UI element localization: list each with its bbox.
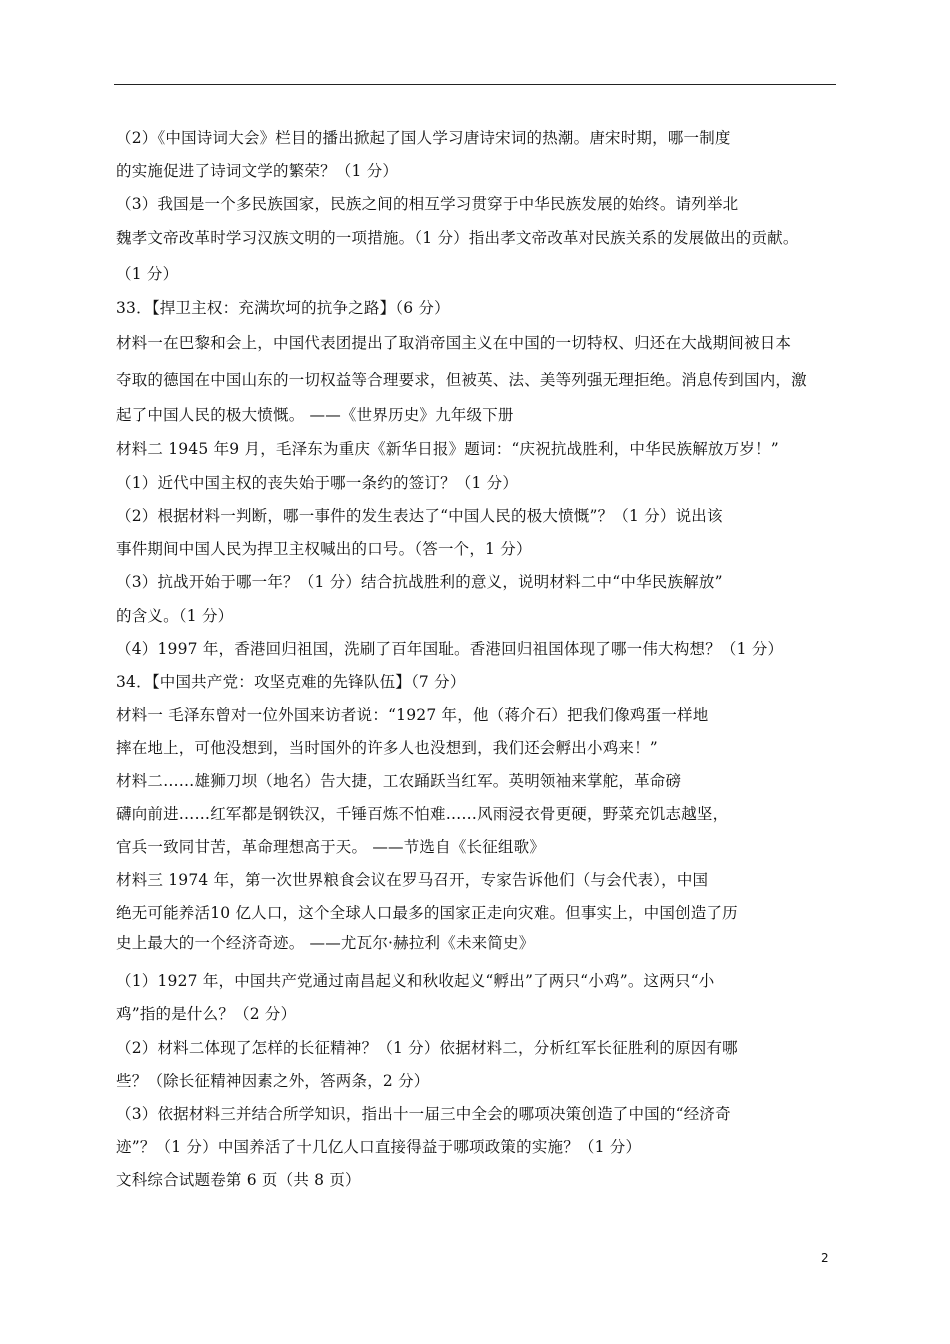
text-line: 礴向前进……红军都是钢铁汉，千锤百炼不怕难……风雨浸衣骨更硬，野菜充饥志越坚， [116, 805, 729, 823]
question-heading: 34．【中国共产党：攻坚克难的先锋队伍】（7 分） [116, 673, 466, 691]
question-heading: 33．【捍卫主权：充满坎坷的抗争之路】（6 分） [116, 299, 450, 317]
text-line: （4）1997 年，香港回归祖国，洗刷了百年国耻。香港回归祖国体现了哪一伟大构想？（1 分） [116, 640, 784, 658]
text-line: （1 分） [116, 265, 179, 283]
text-line: （1）近代中国主权的丧失始于哪一条约的签订？（1 分） [116, 474, 519, 492]
text-line: 的含义。（1 分） [116, 607, 234, 625]
text-line: 材料二 1945 年9 月，毛泽东为重庆《新华日报》题词：“庆祝抗战胜利，中华民族解放万岁！” [116, 440, 779, 458]
text-line: （2）《中国诗词大会》栏目的播出掀起了国人学习唐诗宋词的热潮。唐宋时期，哪一制度 [116, 129, 731, 147]
text-line: 摔在地上，可他没想到，当时国外的许多人也没想到，我们还会孵出小鸡来！” [116, 739, 658, 757]
text-line: 材料三 1974 年，第一次世界粮食会议在罗马召开，专家告诉他们（与会代表），中国 [116, 871, 709, 889]
text-line: （3）抗战开始于哪一年？（1 分）结合抗战胜利的意义，说明材料二中“中华民族解放” [116, 573, 723, 591]
text-line: 史上最大的一个经济奇迹。 ——尤瓦尔·赫拉利《未来简史》 [116, 934, 535, 952]
text-line: （2）根据材料一判断，哪一事件的发生表达了“中国人民的极大愤慨”？（1 分）说出该 [116, 507, 723, 525]
page-number: 2 [821, 1251, 829, 1265]
text-line: 材料一在巴黎和会上，中国代表团提出了取消帝国主义在中国的一切特权、归还在大战期间被日本 [116, 334, 792, 352]
text-line: 官兵一致同甘苦，革命理想高于天。 ——节选自《长征组歌》 [116, 838, 546, 856]
text-line: 事件期间中国人民为捍卫主权喊出的口号。（答一个，1 分） [116, 540, 532, 558]
text-line: 起了中国人民的极大愤慨。 ——《世界历史》九年级下册 [116, 406, 514, 424]
text-line: 材料一 毛泽东曾对一位外国来访者说：“1927 年，他（蒋介石）把我们像鸡蛋一样地 [116, 706, 709, 724]
text-line: （2）材料二体现了怎样的长征精神？（1 分）依据材料二，分析红军长征胜利的原因有哪 [116, 1039, 738, 1057]
text-line: （3）依据材料三并结合所学知识，指出十一届三中全会的哪项决策创造了中国的“经济奇 [116, 1105, 731, 1123]
text-line: 绝无可能养活10 亿人口，这个全球人口最多的国家正走向灾难。但事实上，中国创造了历 [116, 904, 738, 922]
text-line: （1）1927 年，中国共产党通过南昌起义和秋收起义“孵出”了两只“小鸡”。这两只“小 [116, 972, 715, 990]
text-line: 迹”？（1 分）中国养活了十几亿人口直接得益于哪项政策的实施？（1 分） [116, 1138, 642, 1156]
text-line: 材料二……雄狮刀坝（地名）告大捷，工农踊跃当红军。英明领袖来掌舵，革命磅 [116, 772, 682, 790]
header-rule [114, 84, 836, 85]
text-line: 的实施促进了诗词文学的繁荣？（1 分） [116, 162, 399, 180]
text-line: （3）我国是一个多民族国家，民族之间的相互学习贯穿于中华民族发展的始终。请列举北 [116, 195, 739, 213]
text-line: 魏孝文帝改革时学习汉族文明的一项措施。（1 分）指出孝文帝改革对民族关系的发展做出的贡献。 [116, 229, 799, 247]
text-line: 些？（除长征精神因素之外，答两条，2 分） [116, 1072, 430, 1090]
text-line: 鸡”指的是什么？（2 分） [116, 1005, 297, 1023]
text-line: 夺取的德国在中国山东的一切权益等合理要求，但被英、法、美等列强无理拒绝。消息传到国内，激 [116, 371, 807, 389]
page-footer-text: 文科综合试题卷第 6 页（共 8 页） [116, 1171, 361, 1189]
